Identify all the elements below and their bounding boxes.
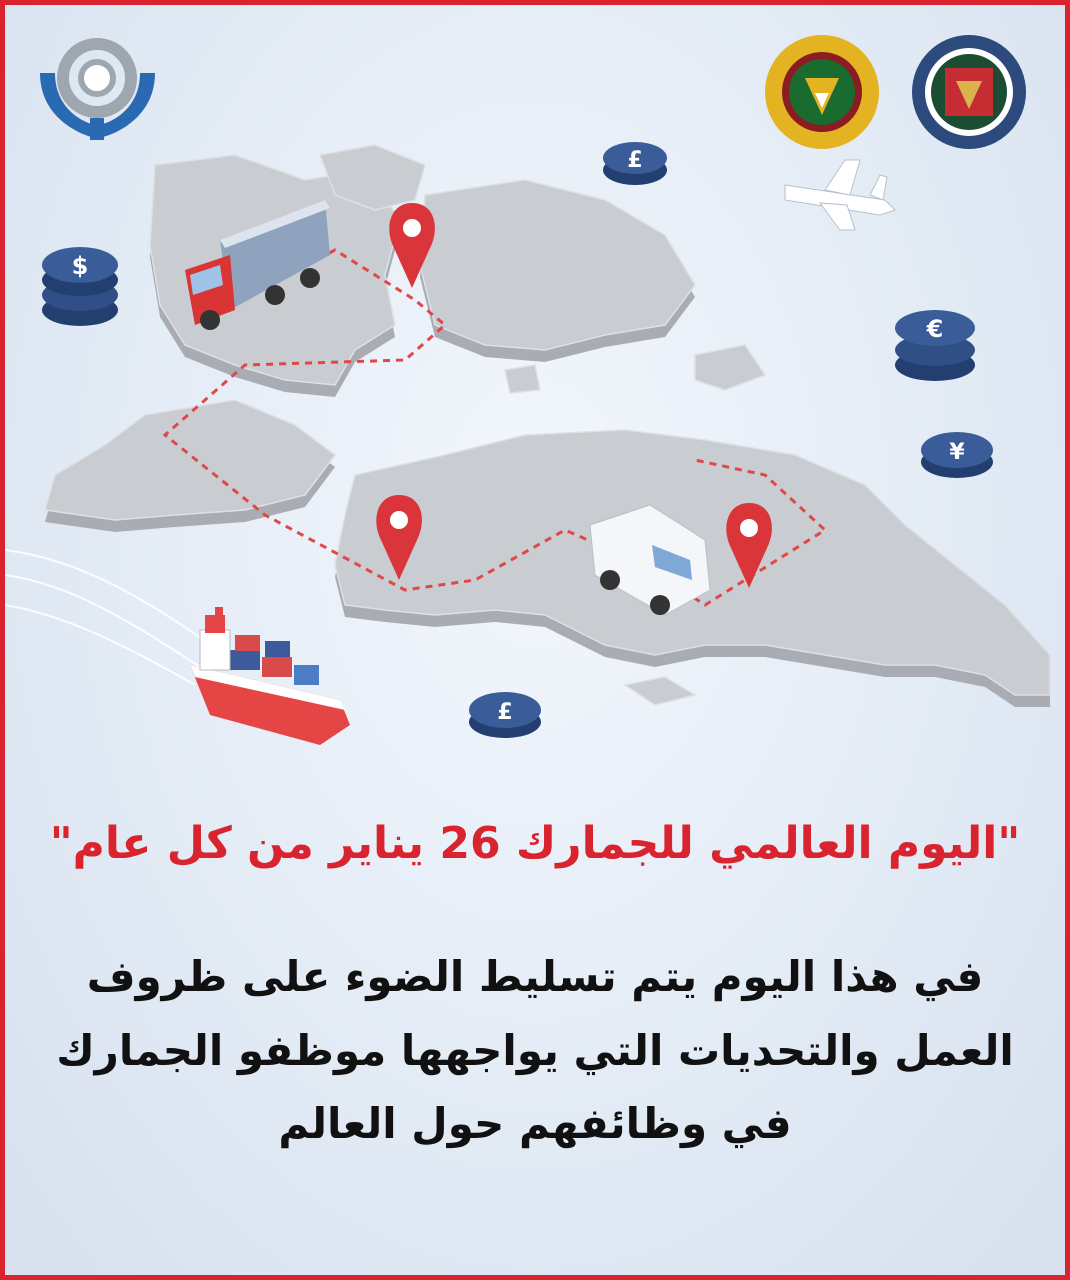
svg-text:$: $ xyxy=(71,252,89,280)
europe-landmass xyxy=(420,180,695,350)
wco-logo-icon xyxy=(35,33,160,143)
body-line-3: في وظائفهم حول العالم xyxy=(278,1099,792,1148)
body-text xyxy=(35,940,1035,1161)
svg-text:¥: ¥ xyxy=(949,440,965,465)
body-line-1: في هذا اليوم يتم تسليط الضوء على ظروف xyxy=(86,952,984,1001)
body-line-2: العمل والتحديات التي يواجهها موظفو الجمارك xyxy=(56,1025,1014,1075)
dollar-coin-icon xyxy=(42,247,118,326)
headline: "اليوم العالمي للجمارك 26 يناير من كل عام" xyxy=(49,818,1021,869)
pound-coin-icon xyxy=(469,692,541,738)
euro-coin-icon xyxy=(895,310,975,381)
pound-coin-icon xyxy=(603,142,667,185)
svg-text:£: £ xyxy=(497,700,513,725)
cargo-ship-icon xyxy=(190,607,350,745)
svg-text:€: € xyxy=(926,315,944,343)
airplane-icon xyxy=(785,160,895,230)
yen-coin-icon xyxy=(921,432,993,478)
svg-text:£: £ xyxy=(627,148,643,173)
egyptian-customs-seal xyxy=(763,33,881,151)
ministry-of-finance-seal xyxy=(910,33,1028,151)
